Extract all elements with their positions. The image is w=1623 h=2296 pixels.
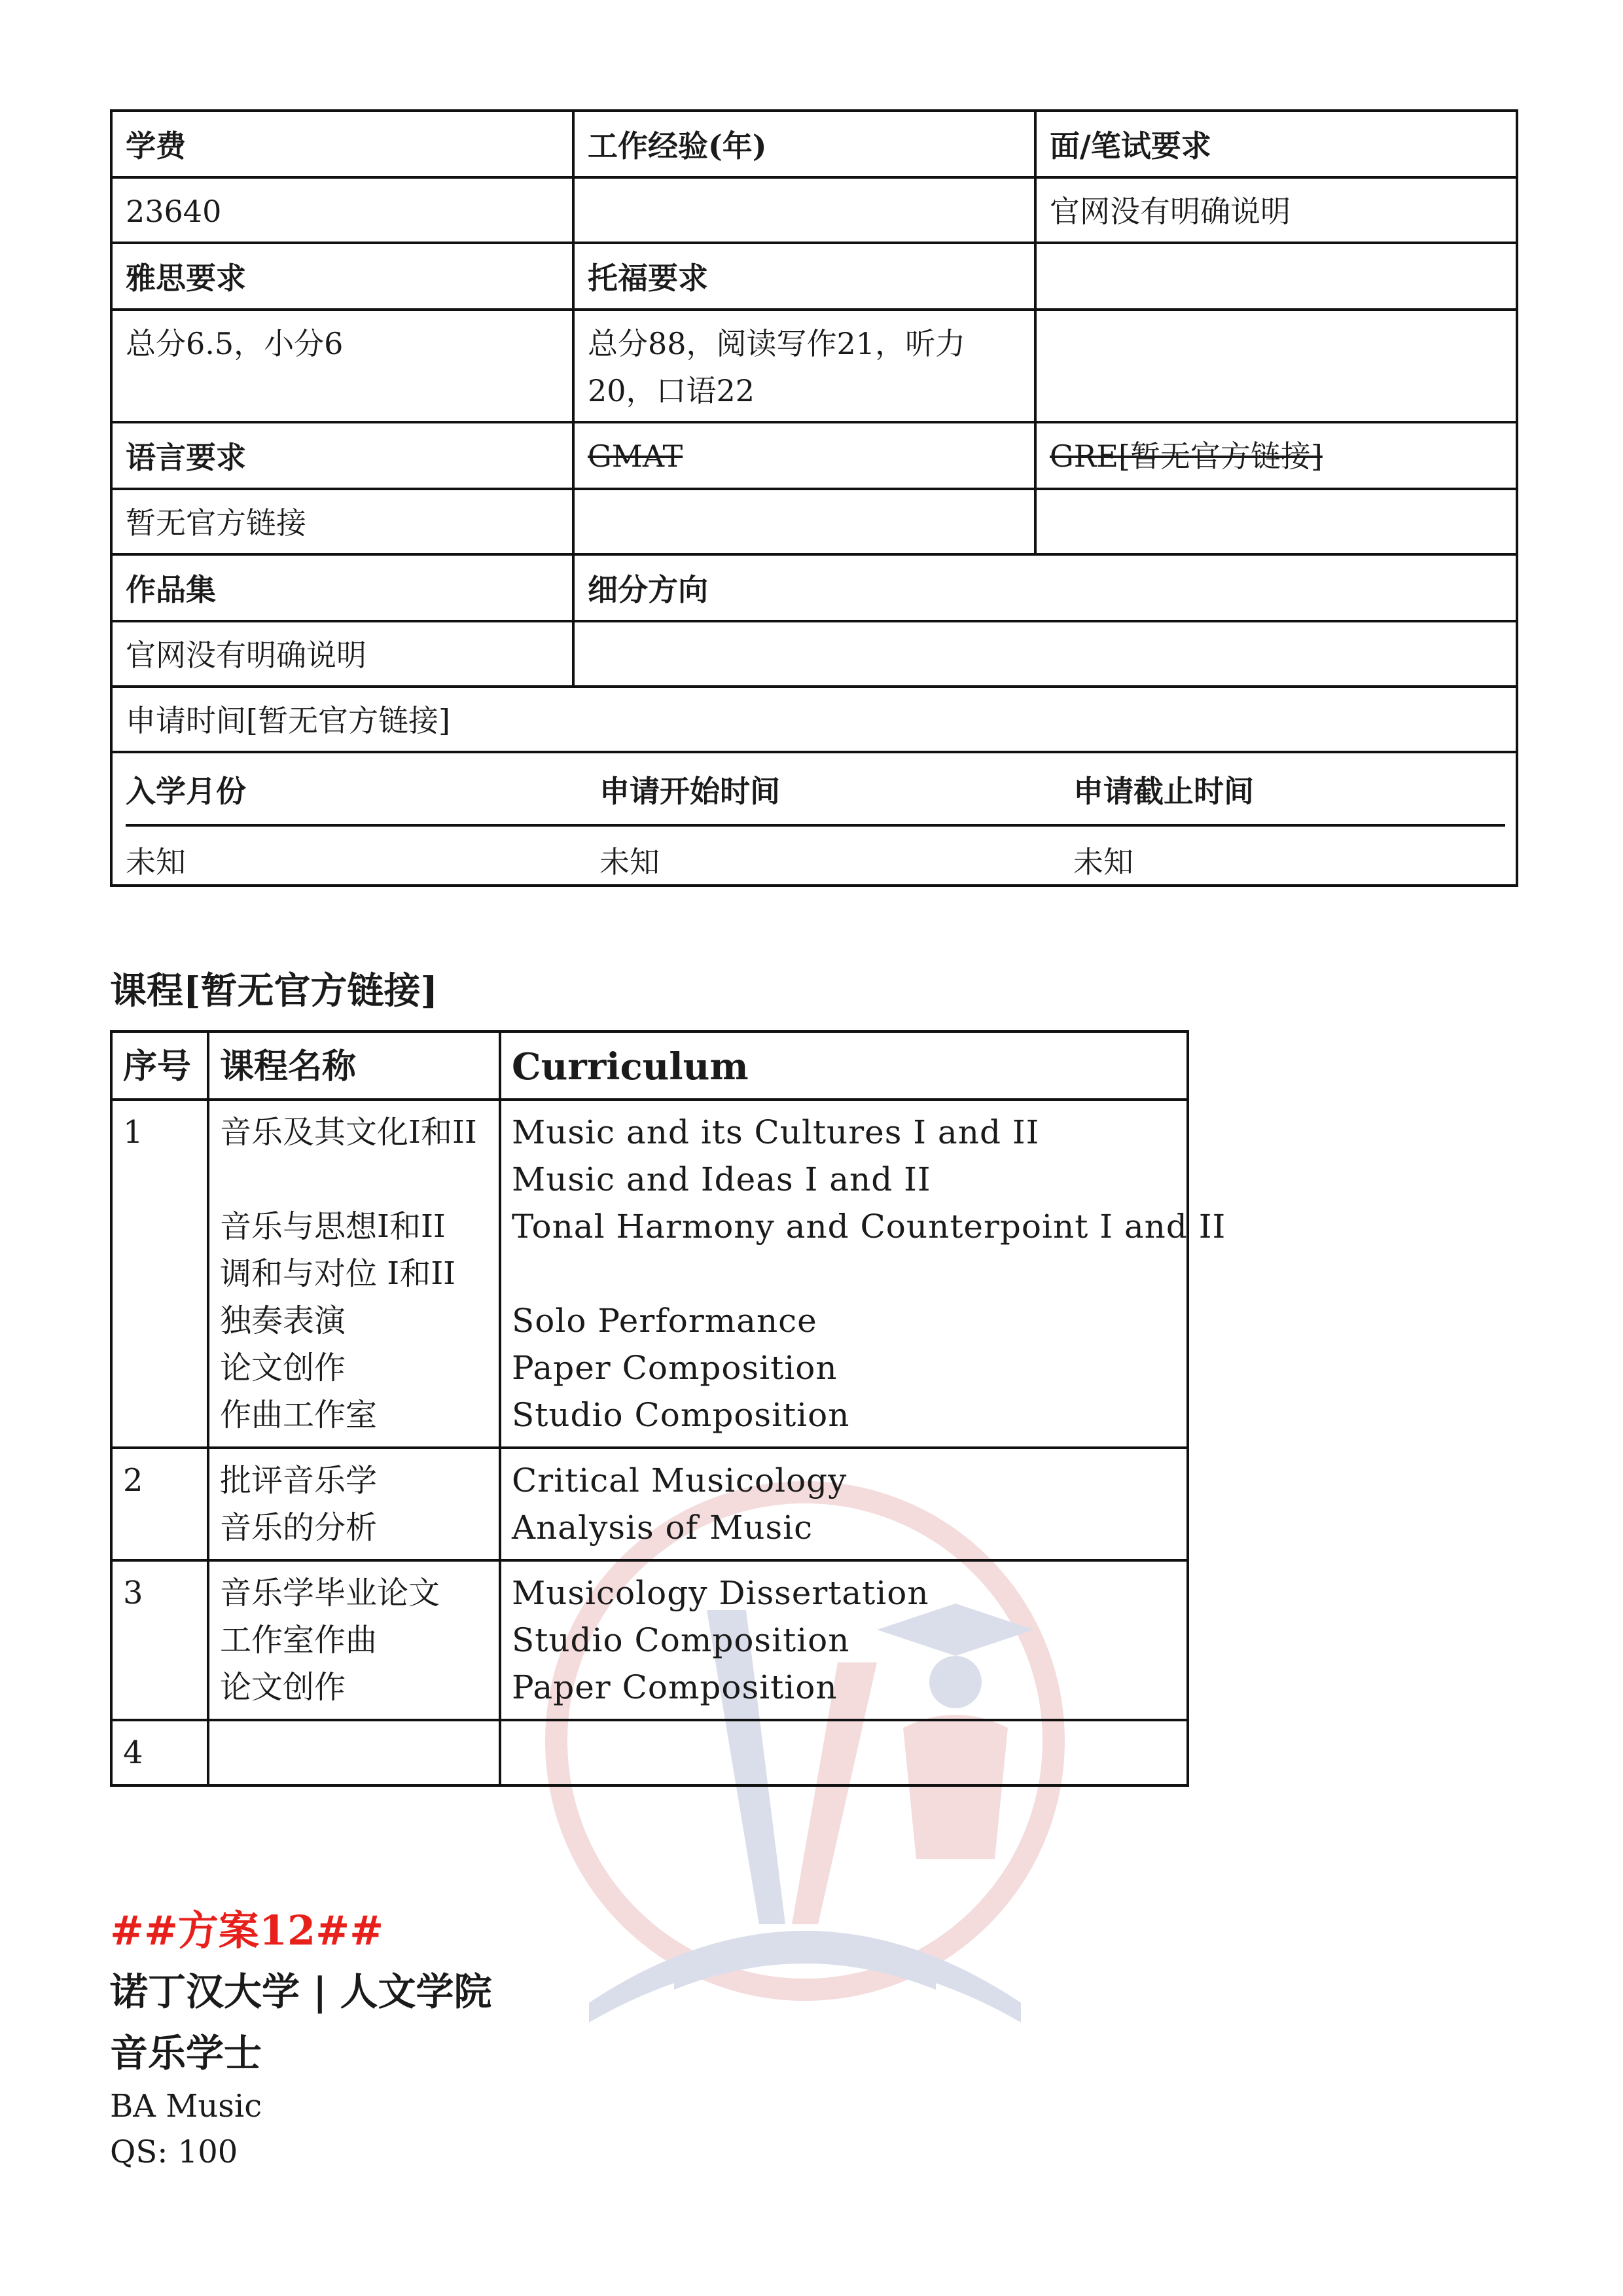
course-table-header — [111, 1031, 1188, 1100]
application-deadline-value: 未知 — [1073, 844, 1133, 880]
course-name: 论文创作 — [220, 1669, 346, 1706]
gmat-label — [573, 422, 1035, 489]
curriculum-item: Solo Performance — [512, 1302, 817, 1340]
empty-cell — [1035, 243, 1517, 310]
curriculum-cell — [500, 1720, 1188, 1785]
course-name: 音乐的分析 — [220, 1509, 378, 1546]
course-name: 作曲工作室 — [220, 1397, 378, 1433]
toefl-value-line: 20，口语22 — [588, 373, 755, 408]
curriculum-item: Music and its Cultures I and II — [512, 1113, 1040, 1151]
interview-requirement-label: 面/笔试要求 — [1035, 111, 1517, 177]
gre-label — [1035, 422, 1517, 489]
course-name: 工作室作曲 — [220, 1622, 378, 1659]
language-requirement-label: 语言要求 — [111, 422, 573, 489]
curriculum-item: Music and Ideas I and II — [512, 1160, 931, 1198]
empty-cell — [1035, 489, 1517, 554]
curriculum-cell — [500, 1100, 1226, 1448]
curriculum-item: Critical Musicology — [512, 1462, 847, 1499]
course-name: 音乐学毕业论文 — [220, 1575, 440, 1611]
application-start-value: 未知 — [599, 844, 660, 880]
work-experience-label: 工作经验(年) — [573, 111, 1035, 177]
ielts-value: 总分6.5，小分6 — [111, 310, 573, 422]
qs-ranking: QS: 100 — [110, 2134, 238, 2170]
degree-english-name: BA Music — [110, 2088, 262, 2125]
course-name: 音乐及其文化I和II — [220, 1114, 477, 1151]
sub-direction-value — [573, 621, 1517, 687]
table-row — [111, 1560, 1188, 1720]
tuition-value: 23640 — [111, 177, 573, 243]
tuition-label: 学费 — [111, 111, 573, 177]
application-deadline-header: 申请截止时间 — [1073, 774, 1254, 809]
university-name: 诺丁汉大学 | 人文学院 — [110, 1969, 492, 2014]
curriculum-cell — [500, 1448, 1188, 1560]
course-name-header: 课程名称 — [208, 1031, 500, 1100]
table-row — [111, 1720, 1188, 1785]
empty-cell — [573, 489, 1035, 554]
course-name: 调和与对位 I和II — [220, 1255, 456, 1292]
course-names-cell — [208, 1560, 500, 1720]
application-start-header: 申请开始时间 — [599, 774, 780, 809]
intake-header-row — [126, 753, 1505, 827]
row-number: 4 — [111, 1720, 208, 1785]
curriculum-item: Tonal Harmony and Counterpoint I and II — [512, 1208, 1226, 1246]
interview-requirement-value: 官网没有明确说明 — [1035, 177, 1517, 243]
language-requirement-value: 暂无官方链接 — [111, 489, 573, 554]
course-section-title: 课程[暂无官方链接] — [110, 969, 438, 1013]
curriculum-item: Musicology Dissertation — [512, 1574, 929, 1612]
course-names-cell — [208, 1720, 500, 1785]
curriculum-item: Paper Composition — [512, 1349, 838, 1387]
course-name — [220, 1156, 488, 1203]
intake-value-row — [126, 833, 1505, 886]
gmat-label-text: GMAT — [588, 439, 683, 474]
table-row — [111, 1100, 1188, 1448]
curriculum-item: Studio Composition — [512, 1396, 850, 1434]
toefl-value-line: 总分88，阅读写作21，听力 — [588, 326, 966, 361]
curriculum-item: Analysis of Music — [512, 1509, 813, 1547]
plan-number: ##方案12## — [110, 1907, 384, 1954]
table-row — [111, 1448, 1188, 1560]
intake-month-value: 未知 — [126, 844, 186, 880]
course-name: 论文创作 — [220, 1350, 346, 1386]
intake-schedule — [111, 752, 1517, 886]
intake-month-header: 入学月份 — [126, 774, 246, 809]
gre-label-text: GRE[暂无官方链接] — [1050, 439, 1323, 474]
toefl-label: 托福要求 — [573, 243, 1035, 310]
curriculum-item: Studio Composition — [512, 1621, 850, 1659]
course-names-cell — [208, 1100, 500, 1448]
ielts-label: 雅思要求 — [111, 243, 573, 310]
course-names-cell — [208, 1448, 500, 1560]
row-number: 3 — [111, 1560, 208, 1720]
portfolio-value: 官网没有明确说明 — [111, 621, 573, 687]
course-name: 批评音乐学 — [220, 1462, 378, 1499]
work-experience-value — [573, 177, 1035, 243]
curriculum-cell — [500, 1560, 1188, 1720]
course-name: 独奏表演 — [220, 1302, 346, 1339]
curriculum-item: Paper Composition — [512, 1668, 838, 1706]
curriculum-item — [512, 1250, 1176, 1297]
program-info-table — [110, 109, 1518, 887]
degree-name: 音乐学士 — [110, 2031, 262, 2075]
empty-cell — [1035, 310, 1517, 422]
application-time-label: 申请时间[暂无官方链接] — [111, 687, 1517, 752]
course-name: 音乐与思想I和II — [220, 1208, 446, 1245]
row-number: 1 — [111, 1100, 208, 1448]
course-table — [110, 1030, 1226, 1787]
number-header: 序号 — [111, 1031, 208, 1100]
portfolio-label: 作品集 — [111, 554, 573, 621]
curriculum-header: Curriculum — [500, 1031, 1188, 1100]
row-number: 2 — [111, 1448, 208, 1560]
toefl-value — [573, 310, 1035, 422]
sub-direction-label: 细分方向 — [573, 554, 1517, 621]
